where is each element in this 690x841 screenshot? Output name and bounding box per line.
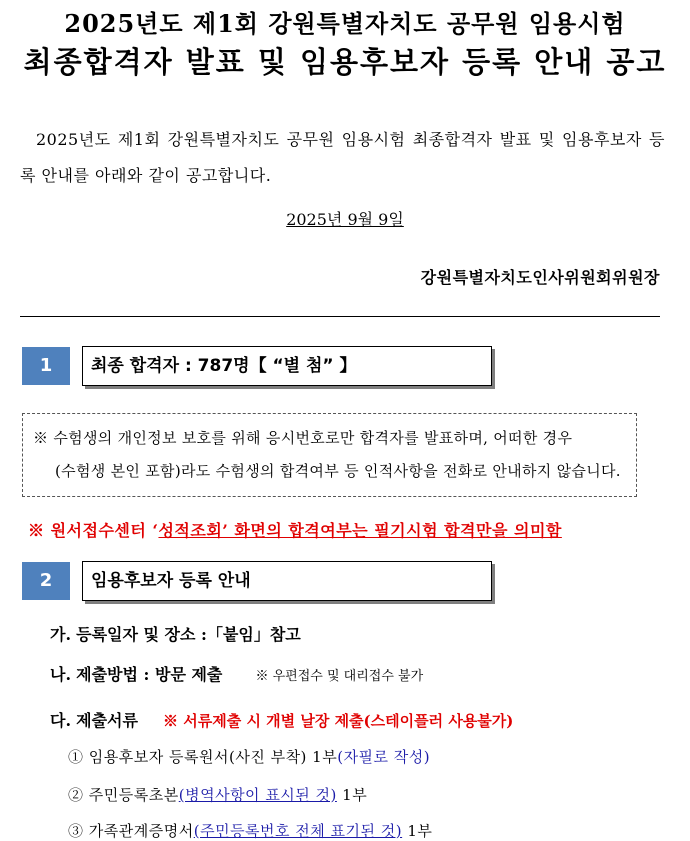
doc3-note: (주민등록번호 전체 표기된 것) [193, 822, 403, 840]
warning-highlight: 성적조회’ 화면의 합격여부는 필기시험 합격만을 의미함 [158, 521, 562, 540]
signature: 강원특별자치도인사위원회위원장 [420, 268, 660, 287]
doc3-marker: ③ [68, 822, 84, 840]
item-na-text: 제출방법 : 방문 제출 [76, 665, 223, 684]
date-text: 2025년 9월 9일 [286, 210, 404, 229]
doc-item-3 [68, 820, 432, 841]
section1-number: 1 [22, 347, 70, 385]
item-na-note: ※ 우편접수 및 대리접수 불가 [255, 669, 424, 684]
doc-item-2 [68, 784, 367, 805]
doc1-text: 임용후보자 등록원서(사진 부착) 1부 [88, 748, 338, 766]
intro-paragraph: 2025년도 제1회 강원특별자치도 공무원 임용시험 최종합격자 발표 및 임용후보자 등록 안내를 아래와 같이 공고합니다. [20, 130, 665, 185]
doc1-marker: ① [68, 748, 84, 766]
section2-number: 2 [22, 562, 70, 600]
doc3-text: 가족관계증명서 [88, 822, 194, 840]
page-title-line2: 최종합격자 발표 및 임용후보자 등록 안내 공고 [23, 45, 667, 79]
divider [20, 316, 660, 317]
privacy-notice [22, 413, 637, 497]
item-na-marker: 나. [50, 665, 72, 684]
item-da [50, 708, 513, 731]
doc3-suffix: 1부 [402, 822, 433, 840]
item-ga-text: 등록일자 및 장소 :「붙임」참고 [76, 625, 301, 644]
doc-item-1 [68, 746, 430, 767]
notice-line2: (수험생 본인 포함)라도 수험생의 합격여부 등 인적사항을 전화로 안내하지 않습니다. [55, 462, 621, 480]
item-da-text: 제출서류 [76, 711, 138, 730]
section1-title: 최종 합격자 : 787명【 “별 첨” 】 [82, 346, 492, 386]
warning-prefix: ※ 원서접수센터 ‘ [28, 521, 159, 540]
item-da-note: ※ 서류제출 시 개별 날장 제출(스테이플러 사용불가) [163, 712, 514, 730]
section2-title: 임용후보자 등록 안내 [82, 561, 492, 601]
item-da-marker: 다. [50, 711, 72, 730]
doc2-text: 주민등록초본 [88, 786, 179, 804]
item-ga [50, 622, 301, 645]
item-ga-marker: 가. [50, 625, 72, 644]
item-na [50, 662, 423, 685]
warning-line [28, 518, 562, 541]
doc2-note: (병역사항이 표시된 것) [178, 786, 337, 804]
announcement-date [0, 207, 690, 230]
doc2-suffix: 1부 [336, 786, 368, 804]
notice-line1: ※ 수험생의 개인정보 보호를 위해 응시번호로만 합격자를 발표하며, 어떠한 경우 [33, 429, 573, 447]
doc1-note: (자필로 작성) [337, 748, 431, 766]
doc2-marker: ② [68, 786, 84, 804]
page-title-line1: 2025년도 제1회 강원특별자치도 공무원 임용시험 [64, 9, 626, 38]
